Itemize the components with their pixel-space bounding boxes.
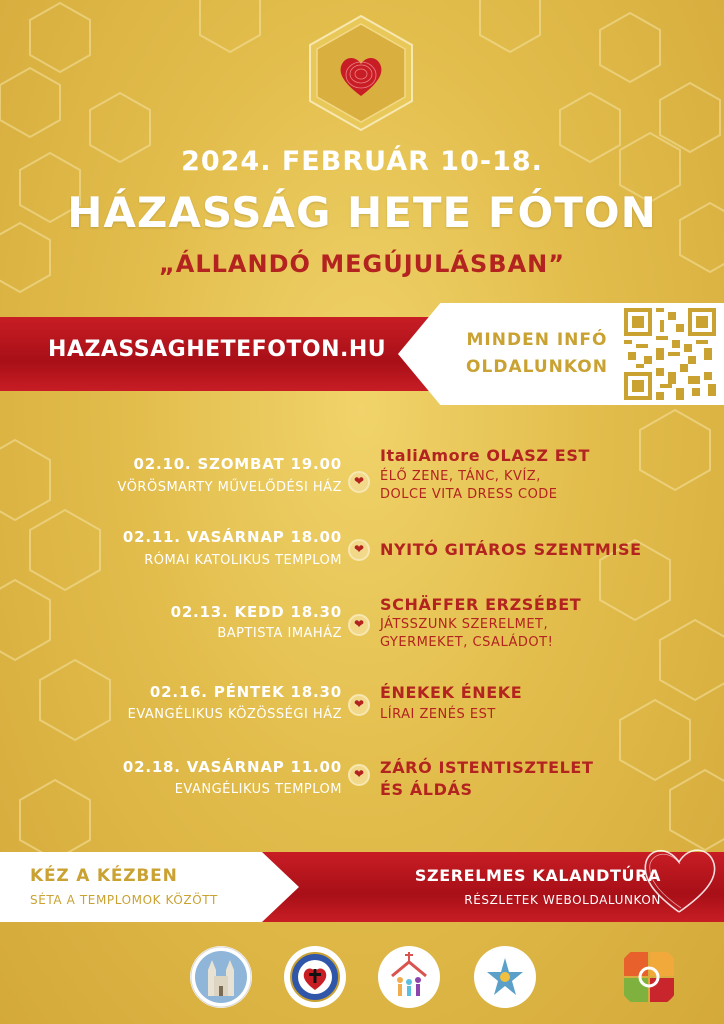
heart-outline-icon (636, 834, 722, 920)
event-detail: JÁTSSZUNK SZERELMET, (380, 617, 549, 632)
footer-banner (0, 852, 724, 922)
event-title: NYITÓ GITÁROS SZENTMISE (380, 540, 642, 559)
heart-dot-icon: ❤ (348, 471, 370, 493)
lutheran-rose-logo (284, 946, 346, 1008)
event-detail: DOLCE VITA DRESS CODE (380, 487, 558, 502)
event-date: 02.10. SZOMBAT 19.00 (133, 455, 342, 473)
heart-dot-icon: ❤ (348, 614, 370, 636)
event-title: ItaliAmore OLASZ EST (380, 446, 590, 465)
heart-fingerprint-icon (302, 14, 420, 132)
adventure-title: SZERELMES KALANDTÚRA (414, 866, 661, 885)
colorful-square-logo (618, 946, 680, 1008)
event-title: ZÁRÓ ISTENTISZTELET (380, 758, 594, 777)
event-venue: EVANGÉLIKUS TEMPLOM (174, 782, 342, 797)
event-title-line-2: ÉS ÁLDÁS (380, 780, 473, 799)
event-detail: LÍRAI ZENÉS EST (380, 707, 496, 722)
qr-code-icon[interactable] (624, 308, 716, 400)
family-church-logo (378, 946, 440, 1008)
event-detail: GYERMEKET, CSALÁDOT! (380, 635, 554, 650)
info-line-1: MINDEN INFÓ (466, 330, 608, 350)
walk-subtitle: SÉTA A TEMPLOMOK KÖZÖTT (30, 893, 218, 907)
event-date: 02.18. VASÁRNAP 11.00 (122, 758, 342, 776)
info-line-2: OLDALUNKON (466, 357, 608, 377)
walk-panel (0, 852, 300, 922)
event-venue: BAPTISTA IMAHÁZ (217, 626, 342, 641)
heart-dot-icon: ❤ (348, 694, 370, 716)
event-venue: RÓMAI KATOLIKUS TEMPLOM (144, 553, 342, 568)
walk-title: KÉZ A KÉZBEN (30, 866, 178, 886)
heart-dot-icon: ❤ (348, 539, 370, 561)
event-date: 02.13. KEDD 18.30 (170, 603, 342, 621)
event-detail: ÉLŐ ZENE, TÁNC, KVÍZ, (380, 469, 541, 484)
star-logo (474, 946, 536, 1008)
event-title: ÉNEKEK ÉNEKE (380, 683, 523, 702)
event-date: 02.16. PÉNTEK 18.30 (149, 683, 342, 701)
church-logo (190, 946, 252, 1008)
page-subtitle: „ÁLLANDÓ MEGÚJULÁSBAN” (158, 250, 566, 278)
info-text (452, 327, 622, 381)
event-venue: VÖRÖSMARTY MŰVELŐDÉSI HÁZ (117, 480, 342, 495)
heart-dot-icon: ❤ (348, 764, 370, 786)
adventure-subtitle: RÉSZLETEK WEBOLDALUNKON (464, 893, 661, 907)
event-date: 02.11. VASÁRNAP 18.00 (122, 528, 342, 546)
website-link[interactable]: HAZASSAGHETEFOTON.HU (48, 337, 387, 362)
event-title: SCHÄFFER ERZSÉBET (380, 595, 582, 614)
event-venue: EVANGÉLIKUS KÖZÖSSÉGI HÁZ (127, 707, 342, 722)
event-date-range: 2024. FEBRUÁR 10-18. (181, 146, 543, 177)
page-title: HÁZASSÁG HETE FÓTON (67, 188, 657, 237)
